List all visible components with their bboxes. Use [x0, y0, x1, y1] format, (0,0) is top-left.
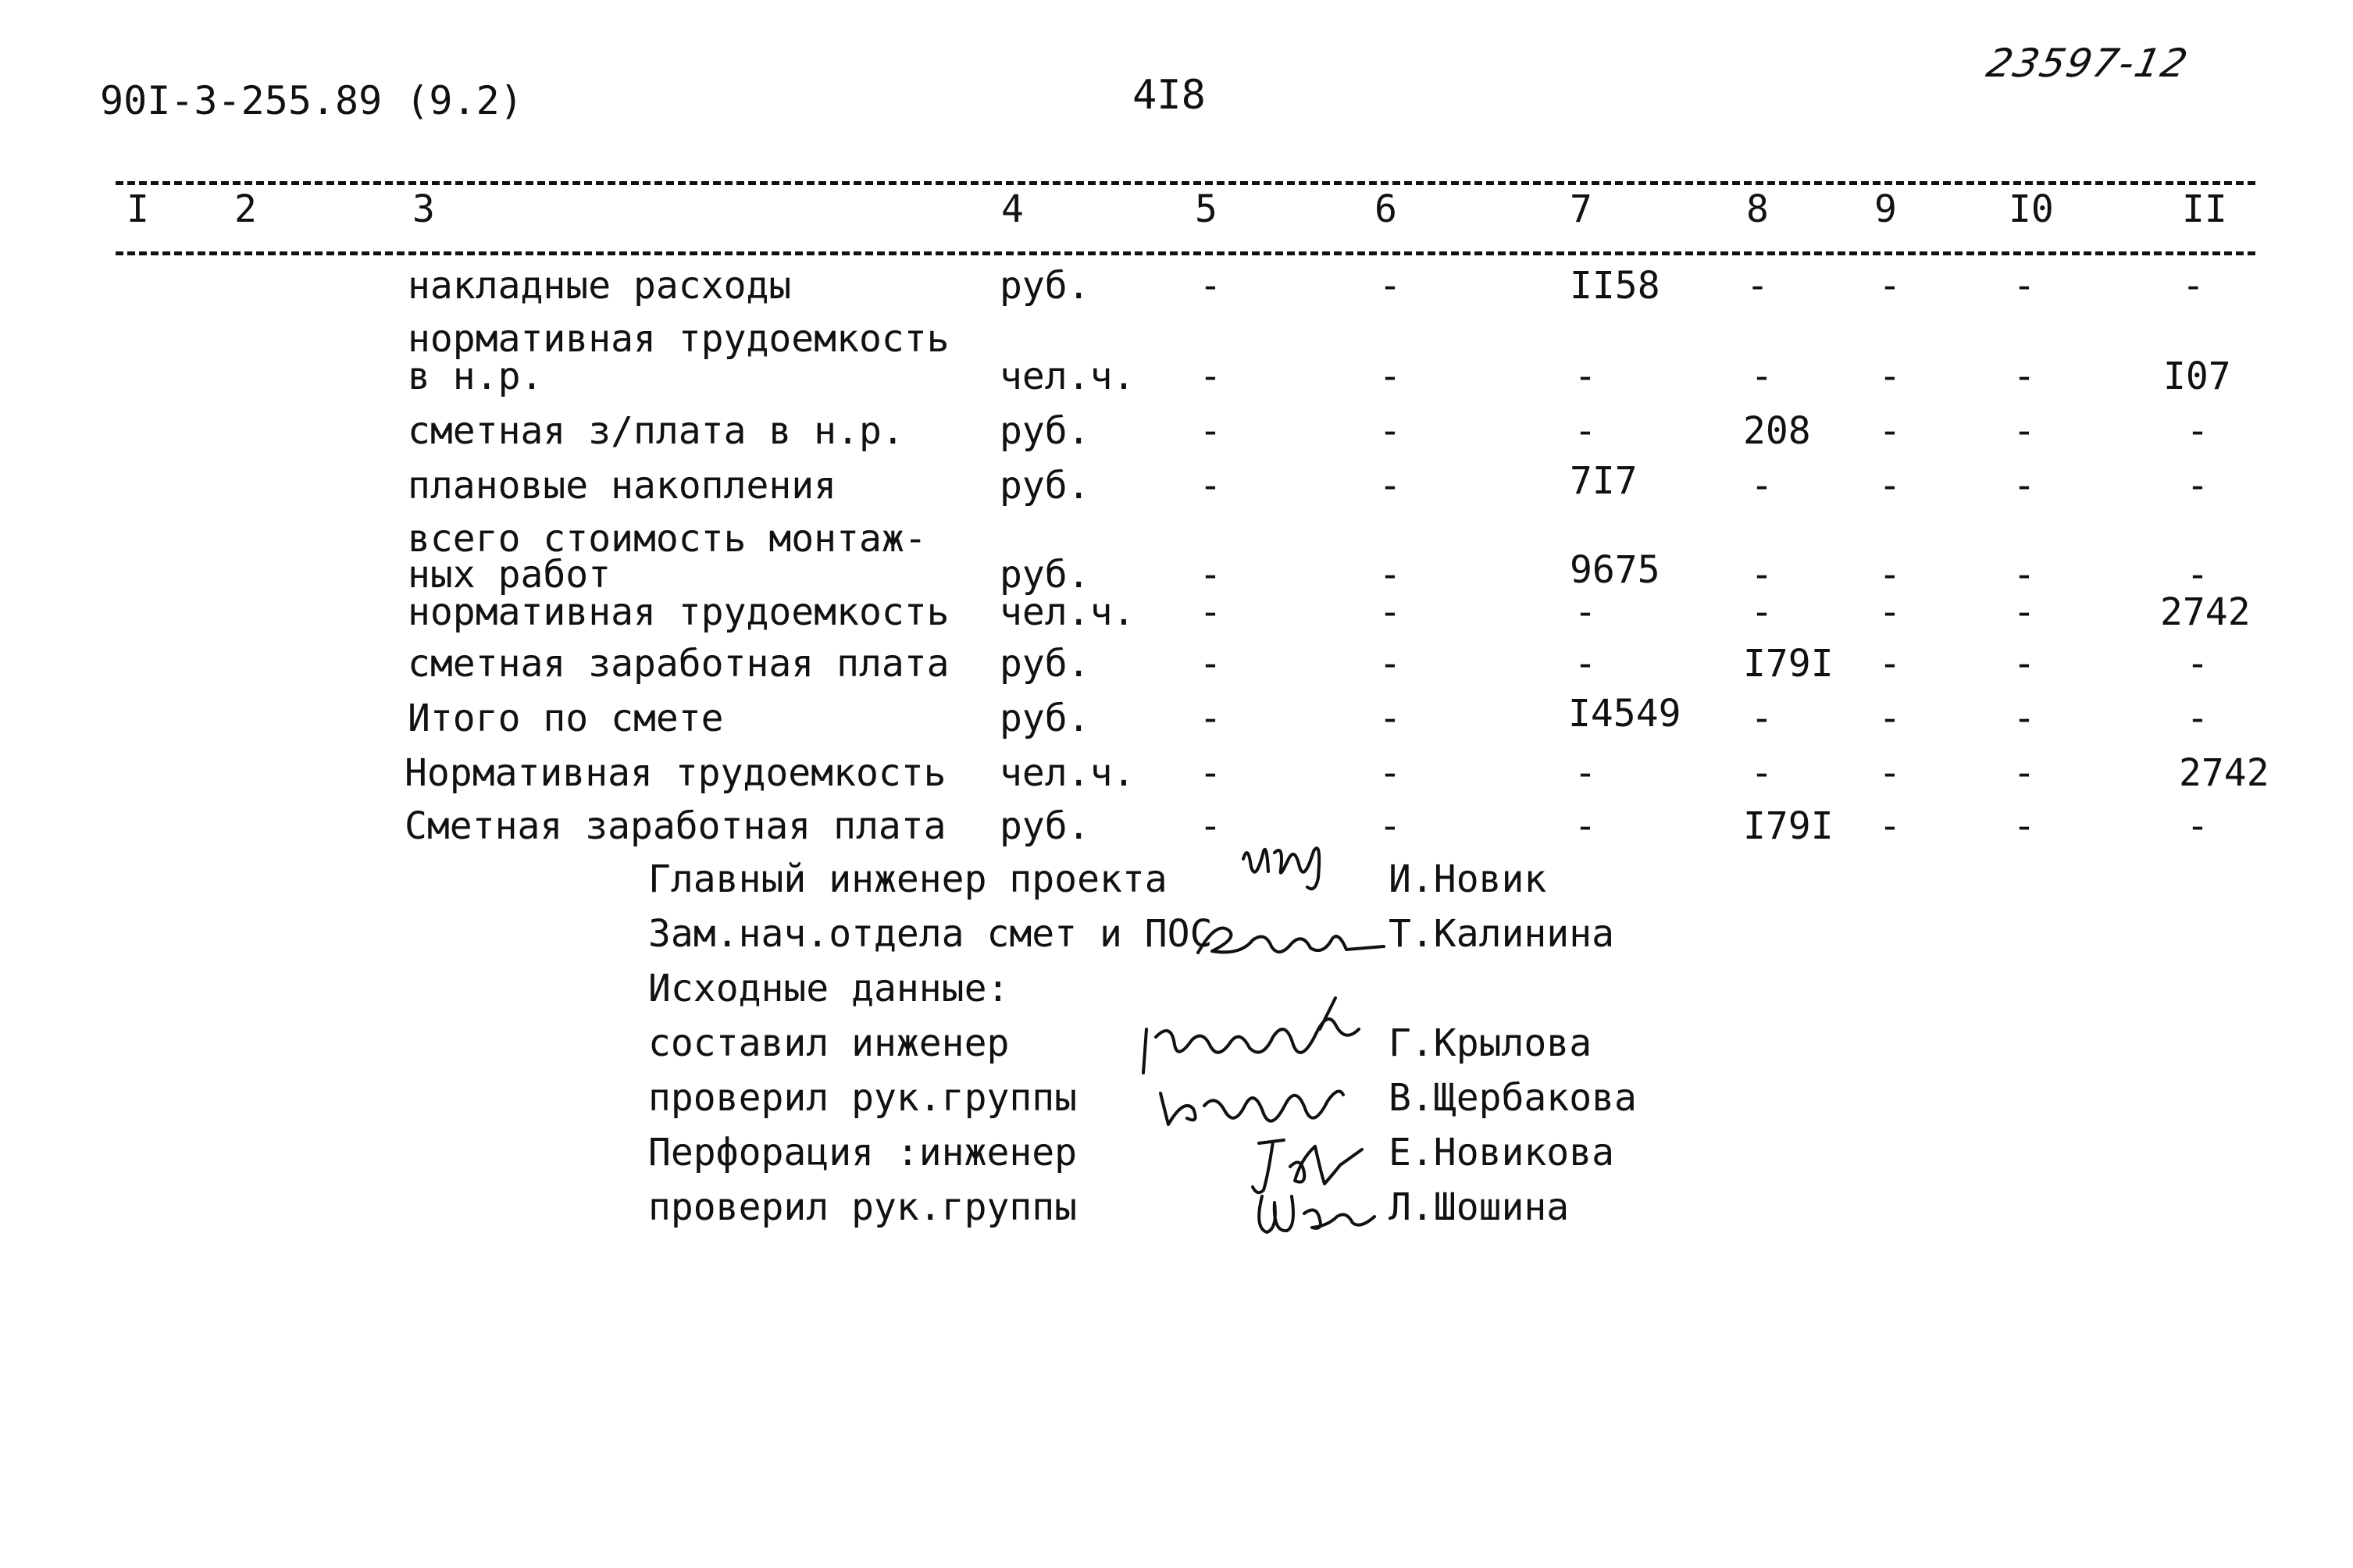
cell-col5: -: [1199, 409, 1222, 453]
section-heading: Исходные данные:: [648, 967, 1010, 1010]
column-number: 7: [1570, 187, 1592, 231]
cell-col6: -: [1378, 409, 1402, 453]
cell-col6: -: [1378, 464, 1402, 508]
row-label-continuation: в н.р.: [408, 355, 544, 398]
cell-col9: -: [1878, 804, 1902, 848]
signatory-name: Е.Новикова: [1389, 1131, 1614, 1174]
cell-col9: -: [1878, 642, 1902, 686]
cell-col7: -: [1574, 804, 1597, 848]
column-number: 6: [1374, 187, 1397, 231]
cell-col6: -: [1378, 804, 1402, 848]
signatory-title: проверил рук.группы: [648, 1185, 1078, 1229]
row-unit: руб.: [1000, 804, 1090, 848]
cell-col11: I07: [2163, 355, 2231, 398]
handwritten-signature: [1193, 912, 1389, 970]
row-label: всего стоимость монтаж-: [408, 517, 927, 561]
cell-col9: -: [1878, 355, 1902, 398]
row-unit: руб.: [1000, 264, 1090, 308]
cell-col5: -: [1199, 642, 1222, 686]
cell-col11: -: [2186, 697, 2209, 740]
column-number: 4: [1001, 187, 1024, 231]
row-unit: руб.: [1000, 553, 1090, 597]
cell-col11: 2742: [2160, 590, 2251, 634]
row-label: Итого по смете: [408, 697, 724, 740]
cell-col11: -: [2186, 553, 2209, 597]
column-number: I0: [2009, 187, 2054, 231]
handwritten-signature: [1240, 836, 1334, 901]
column-number: 2: [234, 187, 257, 231]
row-unit: руб.: [1000, 464, 1090, 508]
cell-col7: -: [1574, 355, 1597, 398]
column-number: 5: [1195, 187, 1217, 231]
cell-col7: -: [1574, 409, 1597, 453]
cell-col8: I79I: [1743, 804, 1834, 848]
cell-col8: -: [1750, 355, 1774, 398]
column-number: 8: [1746, 187, 1769, 231]
cell-col10: -: [2013, 464, 2036, 508]
signatory-name: Л.Шошина: [1389, 1185, 1570, 1229]
cell-col7: -: [1574, 590, 1597, 634]
cell-col8: -: [1750, 553, 1774, 597]
cell-col8: -: [1750, 464, 1774, 508]
cell-col5: -: [1199, 355, 1222, 398]
archive-number: 23597-12: [1982, 41, 2193, 86]
cell-col9: -: [1878, 464, 1902, 508]
cell-col5: -: [1199, 464, 1222, 508]
signatory-title: проверил рук.группы: [648, 1076, 1078, 1120]
signatory-name: Т.Калинина: [1389, 912, 1614, 956]
column-number: II: [2182, 187, 2227, 231]
cell-col8: -: [1746, 264, 1769, 308]
cell-col11: -: [2186, 804, 2209, 848]
cell-col6: -: [1378, 264, 1402, 308]
cell-col9: -: [1878, 409, 1902, 453]
cell-col5: -: [1199, 697, 1222, 740]
row-label: сметная заработная плата: [408, 642, 950, 686]
row-unit: руб.: [1000, 697, 1090, 740]
cell-col11: 2742: [2179, 751, 2269, 795]
cell-col10: -: [2013, 264, 2036, 308]
signatory-title: составил инженер: [648, 1021, 1010, 1065]
cell-col10: -: [2013, 409, 2036, 453]
cell-col10: -: [2013, 553, 2036, 597]
cell-col6: -: [1378, 553, 1402, 597]
row-label-continuation: ных работ: [408, 553, 611, 597]
cell-col11: -: [2186, 642, 2209, 686]
cell-col9: -: [1878, 264, 1902, 308]
cell-col5: -: [1199, 751, 1222, 795]
row-label: нормативная трудоемкость: [408, 317, 950, 361]
handwritten-signature: [1246, 1181, 1379, 1246]
signatory-title: Зам.нач.отдела смет и ПОС: [648, 912, 1213, 956]
table-header-rule: [116, 251, 2255, 255]
cell-col7: 9675: [1570, 548, 1660, 592]
cell-col10: -: [2013, 697, 2036, 740]
row-unit: чел.ч.: [1000, 751, 1136, 795]
row-unit: чел.ч.: [1000, 590, 1136, 634]
cell-col5: -: [1199, 590, 1222, 634]
cell-col10: -: [2013, 590, 2036, 634]
document-code: 90I-3-255.89 (9.2): [100, 78, 523, 123]
cell-col9: -: [1878, 697, 1902, 740]
cell-col7: II58: [1570, 264, 1660, 308]
cell-col9: -: [1878, 590, 1902, 634]
column-number: 9: [1874, 187, 1897, 231]
cell-col5: -: [1199, 264, 1222, 308]
cell-col8: I79I: [1743, 642, 1834, 686]
cell-col5: -: [1199, 553, 1222, 597]
signatory-name: В.Щербакова: [1389, 1076, 1637, 1120]
cell-col11: -: [2186, 464, 2209, 508]
cell-col6: -: [1378, 642, 1402, 686]
cell-col8: 208: [1743, 409, 1811, 453]
cell-col7: -: [1574, 642, 1597, 686]
cell-col6: -: [1378, 590, 1402, 634]
cell-col11: -: [2182, 264, 2205, 308]
row-unit: чел.ч.: [1000, 355, 1136, 398]
row-label: накладные расходы: [408, 264, 792, 308]
row-label: Нормативная трудоемкость: [405, 751, 947, 795]
signatory-name: Г.Крылова: [1389, 1021, 1592, 1065]
row-label: Сметная заработная плата: [405, 804, 947, 848]
table-top-rule: [116, 181, 2255, 185]
cell-col5: -: [1199, 804, 1222, 848]
signatory-title: Главный инженер проекта: [648, 857, 1168, 901]
cell-col8: -: [1750, 751, 1774, 795]
row-unit: руб.: [1000, 409, 1090, 453]
column-number: 3: [412, 187, 435, 231]
signatory-title: Перфорация :инженер: [648, 1131, 1078, 1174]
cell-col11: -: [2186, 409, 2209, 453]
cell-col8: -: [1750, 590, 1774, 634]
signatory-name: И.Новик: [1389, 857, 1547, 901]
row-unit: руб.: [1000, 642, 1090, 686]
cell-col10: -: [2013, 642, 2036, 686]
cell-col9: -: [1878, 751, 1902, 795]
row-label: нормативная трудоемкость: [408, 590, 950, 634]
cell-col6: -: [1378, 697, 1402, 740]
cell-col10: -: [2013, 804, 2036, 848]
cell-col10: -: [2013, 355, 2036, 398]
cell-col7: -: [1574, 751, 1597, 795]
cell-col10: -: [2013, 751, 2036, 795]
cell-col7: 7I7: [1570, 459, 1638, 503]
page-number: 4I8: [1132, 72, 1206, 119]
cell-col6: -: [1378, 751, 1402, 795]
cell-col8: -: [1750, 697, 1774, 740]
row-label: плановые накопления: [408, 464, 837, 508]
column-number: I: [127, 187, 149, 231]
cell-col6: -: [1378, 355, 1402, 398]
cell-col9: -: [1878, 553, 1902, 597]
cell-col7: I4549: [1568, 692, 1681, 736]
row-label: сметная з/плата в н.р.: [408, 409, 904, 453]
handwritten-signature: [1140, 998, 1367, 1079]
